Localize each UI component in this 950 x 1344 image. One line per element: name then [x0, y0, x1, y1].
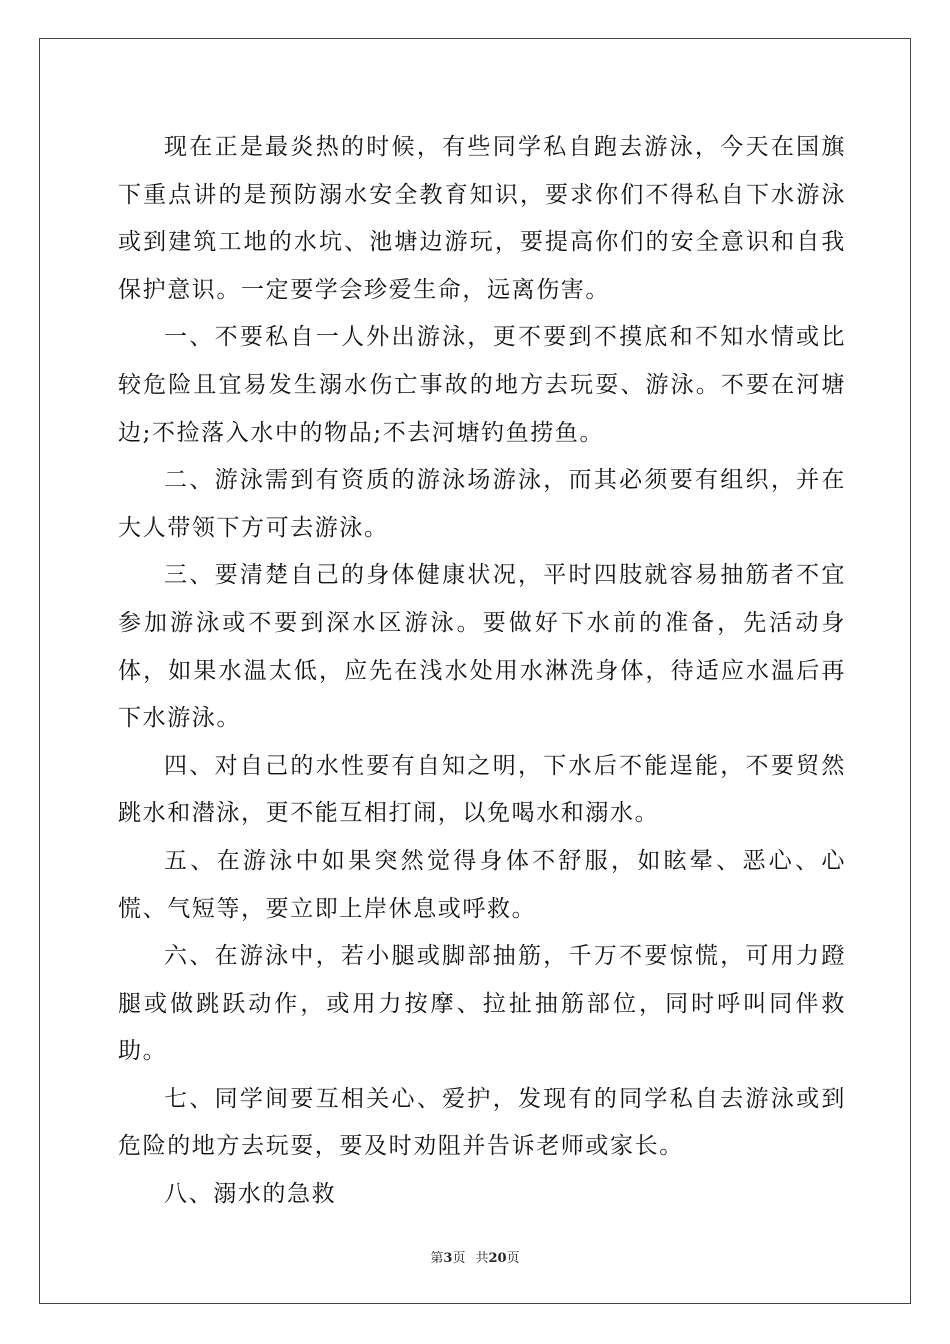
paragraph-rule-3: 三、要清楚自己的身体健康状况，平时四肢就容易抽筋者不宜参加游泳或不要到深水区游泳。要做好下水前的准备，先活动身体，如果水温太低，应先在浅水处用水淋洗身体，待适应水温后再下水游泳。 [118, 562, 846, 732]
paragraph-rule-2: 二、游泳需到有资质的游泳场游泳，而其必须要有组织，并在大人带领下方可去游泳。 [118, 467, 846, 541]
total-prefix: 共 [475, 1251, 489, 1266]
document-body [118, 124, 846, 1219]
paragraph-intro: 现在正是最炎热的时候，有些同学私自跑去游泳，今天在国旗下重点讲的是预防溺水安全教育知识，要求你们不得私自下水游泳或到建筑工地的水坑、池塘边游玩，要提高你们的安全意识和自我保护意识。一定要学会珍爱生命，远离伤害。 [118, 134, 846, 303]
total-suffix: 页 [506, 1251, 520, 1266]
paragraph-rule-4: 四、对自己的水性要有自知之明，下水后不能逞能，不要贸然跳水和潜泳，更不能互相打闹，以免喝水和溺水。 [118, 752, 846, 827]
paragraph-rule-8-heading: 八、溺水的急救 [164, 1181, 337, 1208]
paragraph-rule-6: 六、在游泳中，若小腿或脚部抽筋，千万不要惊慌，可用力蹬腿或做跳跃动作，或用力按摩、拉扯抽筋部位，同时呼叫同伴救助。 [118, 943, 846, 1065]
paragraph-rule-5: 五、在游泳中如果突然觉得身体不舒服，如眩晕、恶心、心慌、气短等，要立即上岸休息或呼救。 [118, 847, 846, 922]
page-prefix: 第 [430, 1251, 444, 1266]
page-footer [0, 1247, 950, 1266]
total-pages: 20 [488, 1251, 507, 1266]
paragraph-rule-7: 七、同学间要互相关心、爱护，发现有的同学私自去游泳或到危险的地方去玩耍，要及时劝阻并告诉老师或家长。 [118, 1085, 846, 1160]
paragraph-rule-1: 一、不要私自一人外出游泳，更不要到不摸底和不知水情或比较危险且宜易发生溺水伤亡事故的地方去玩耍、游泳。不要在河塘边;不捡落入水中的物品;不去河塘钓鱼捞鱼。 [118, 324, 846, 446]
page-suffix: 页 [452, 1251, 466, 1266]
page-number: 3 [443, 1251, 453, 1266]
